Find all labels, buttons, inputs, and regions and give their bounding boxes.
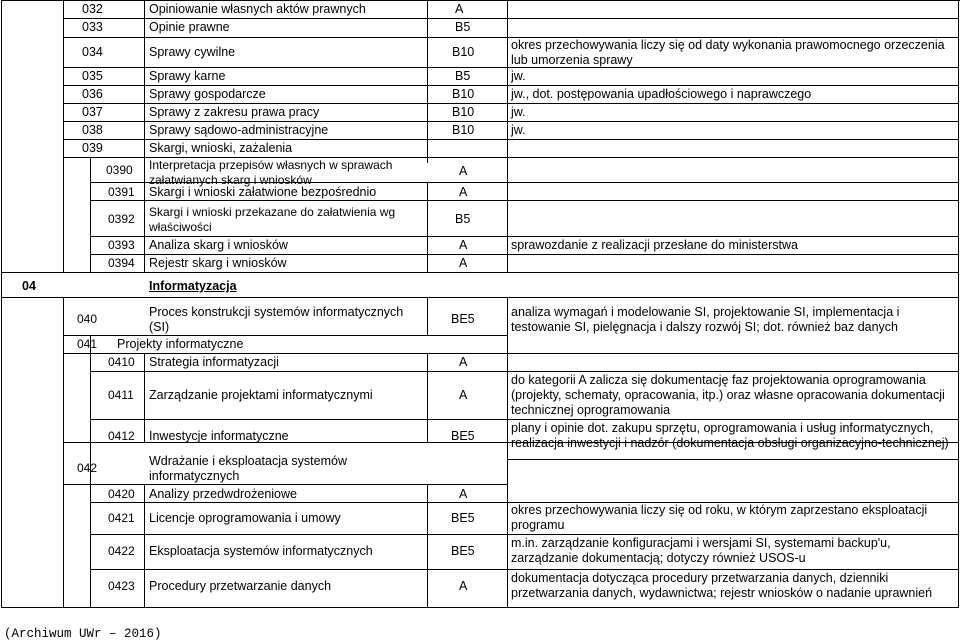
table-row-0411-code: 0411 [108, 388, 134, 402]
table-row-037-category: B10 [452, 105, 475, 119]
table-row-038-name: Sprawy sądowo-administracyjne [149, 123, 329, 137]
table-row-036-code: 036 [82, 87, 103, 101]
table-row-0390-name: Interpretacja przepisów własnych w sprawach załatwianych skarg i wniosków [149, 158, 393, 187]
table-row-0392-category: B5 [455, 212, 471, 226]
table-row-037-note: jw. [511, 105, 526, 119]
table-row-0420-category: A [459, 487, 468, 501]
footer-source: (Archiwum UWr – 2016) [4, 627, 162, 641]
table-row-042-code: 042 [77, 461, 98, 475]
table-row-032-code: 032 [82, 2, 103, 16]
table-row-0393-category: A [459, 238, 468, 252]
table-row-036-name: Sprawy gospodarcze [149, 87, 266, 101]
table-row-0411-note: do kategorii A zalicza się dokumentację faz projektowania oprogramowania (projekty, schematy, opracowania, itp.) oraz własne opracowania dokumentacji technicznej oprogramowania [511, 373, 945, 417]
table-row-0422-note: m.in. zarządzanie konfiguracjami i wersjami SI, systemami backup'u, zarządzanie dokumentacją; dotyczy również USOS-u [511, 536, 891, 565]
table-row-0410-code: 0410 [108, 355, 135, 369]
table-row-0412-note: plany i opinie dot. zakupu sprzętu, oprogramowania i usług informatycznych, realizacja inwestycji i nadzór (dokumentacja obsługi organizacyjno-technicznej) [511, 421, 949, 450]
table-row-0420-code: 0420 [108, 487, 135, 501]
table-row-032-category: A [455, 2, 464, 16]
section-04-title: Informatyzacja [149, 279, 237, 293]
table-row-036-category: B10 [452, 87, 475, 101]
table-row-0392-code: 0392 [108, 212, 135, 226]
table-row-034-code: 034 [82, 45, 103, 59]
table-row-038-note: jw. [511, 123, 526, 137]
table-row-0421-code: 0421 [108, 511, 135, 525]
section-04-code: 04 [22, 279, 36, 293]
table-row-0392-name: Skargi i wnioski przekazane do załatwienia wg właściwości [149, 205, 396, 234]
table-row-041-name: Projekty informatyczne [117, 337, 244, 351]
table-row-0410-name: Strategia informatyzacji [149, 355, 279, 369]
table-border-right [958, 0, 959, 608]
table-row-034-category: B10 [452, 45, 475, 59]
table-row-0423-code: 0423 [108, 579, 135, 593]
table-row-0393-note: sprawozdanie z realizacji przesłane do ministerstwa [511, 238, 798, 252]
table-row-033-name: Opinie prawne [149, 20, 230, 34]
table-row-0393-name: Analiza skarg i wniosków [149, 238, 288, 252]
table-row-0393-code: 0393 [108, 238, 135, 252]
table-row-0421-note: okres przechowywania liczy się od roku, w którym zaprzestano eksploatacji programu [511, 503, 928, 532]
table-row-0394-code: 0394 [108, 256, 135, 270]
table-row-0390-code: 0390 [106, 163, 133, 177]
table-row-0412-code: 0412 [108, 429, 135, 443]
table-row-0423-category: A [459, 579, 468, 593]
table-row-036-note: jw., dot. postępowania upadłościowego i naprawczego [511, 87, 812, 101]
table-row-038-category: B10 [452, 123, 475, 137]
table-row-0411-category: A [459, 388, 468, 402]
table-row-0421-name: Licencje oprogramowania i umowy [149, 511, 341, 525]
table-row-034-name: Sprawy cywilne [149, 45, 236, 59]
table-row-0411-name: Zarządzanie projektami informatycznymi [149, 388, 373, 402]
table-row-032-name: Opiniowanie własnych aktów prawnych [149, 2, 366, 16]
table-row-035-category: B5 [455, 69, 471, 83]
table-row-0410-category: A [459, 355, 468, 369]
table-row-037-name: Sprawy z zakresu prawa pracy [149, 105, 320, 119]
table-row-0421-category: BE5 [451, 511, 475, 525]
table-row-0394-name: Rejestr skarg i wniosków [149, 256, 287, 270]
table-row-0412-name: Inwestycje informatyczne [149, 429, 289, 443]
table-row-0390-category: A [459, 164, 468, 178]
table-row-0394-category: A [459, 256, 468, 270]
table-row-0391-name: Skargi i wnioski załatwione bezpośrednio [149, 185, 377, 199]
table-row-039-code: 039 [82, 141, 103, 155]
table-row-0420-name: Analizy przedwdrożeniowe [149, 487, 297, 501]
table-row-035-note: jw. [511, 69, 526, 83]
table-row-0422-name: Eksploatacja systemów informatycznych [149, 544, 373, 558]
table-row-0423-name: Procedury przetwarzanie danych [149, 579, 332, 593]
table-row-035-name: Sprawy karne [149, 69, 226, 83]
table-row-0422-code: 0422 [108, 544, 135, 558]
table-row-0412-category: BE5 [451, 429, 475, 443]
table-row-033-category: B5 [455, 20, 471, 34]
table-row-033-code: 033 [82, 20, 103, 34]
table-row-041-code: 041 [77, 337, 98, 351]
table-border-left [1, 0, 2, 608]
table-row-037-code: 037 [82, 105, 103, 119]
table-row-039-name: Skargi, wnioski, zażalenia [149, 141, 293, 155]
table-row-042-name: Wdrażanie i eksploatacja systemów informatycznych [149, 454, 347, 483]
table-row-040-category: BE5 [451, 312, 475, 326]
table-row-0422-category: BE5 [451, 544, 475, 558]
table-row-034-note: okres przechowywania liczy się od daty wykonania prawomocnego orzeczenia lub umorzenia sprawy [511, 38, 945, 67]
table-row-040-code: 040 [77, 312, 98, 326]
table-row-040-name: Proces konstrukcji systemów informatycznych (SI) [149, 305, 404, 334]
table-row-040-note: analiza wymagań i modelowanie SI, projektowanie SI, implementacja i testowanie SI, pielęgnacja i dalszy rozwój SI; dot. również baz danych [511, 305, 900, 334]
table-row-038-code: 038 [82, 123, 103, 137]
table-row-0423-note: dokumentacja dotycząca procedury przetwarzania danych, dzienniki przetwarzania danych, wydawnictwa; rejestr wniosków o nadanie uprawnień [511, 571, 933, 600]
table-row-0391-code: 0391 [108, 185, 135, 199]
table-row-0391-category: A [459, 185, 468, 199]
table-row-035-code: 035 [82, 69, 103, 83]
